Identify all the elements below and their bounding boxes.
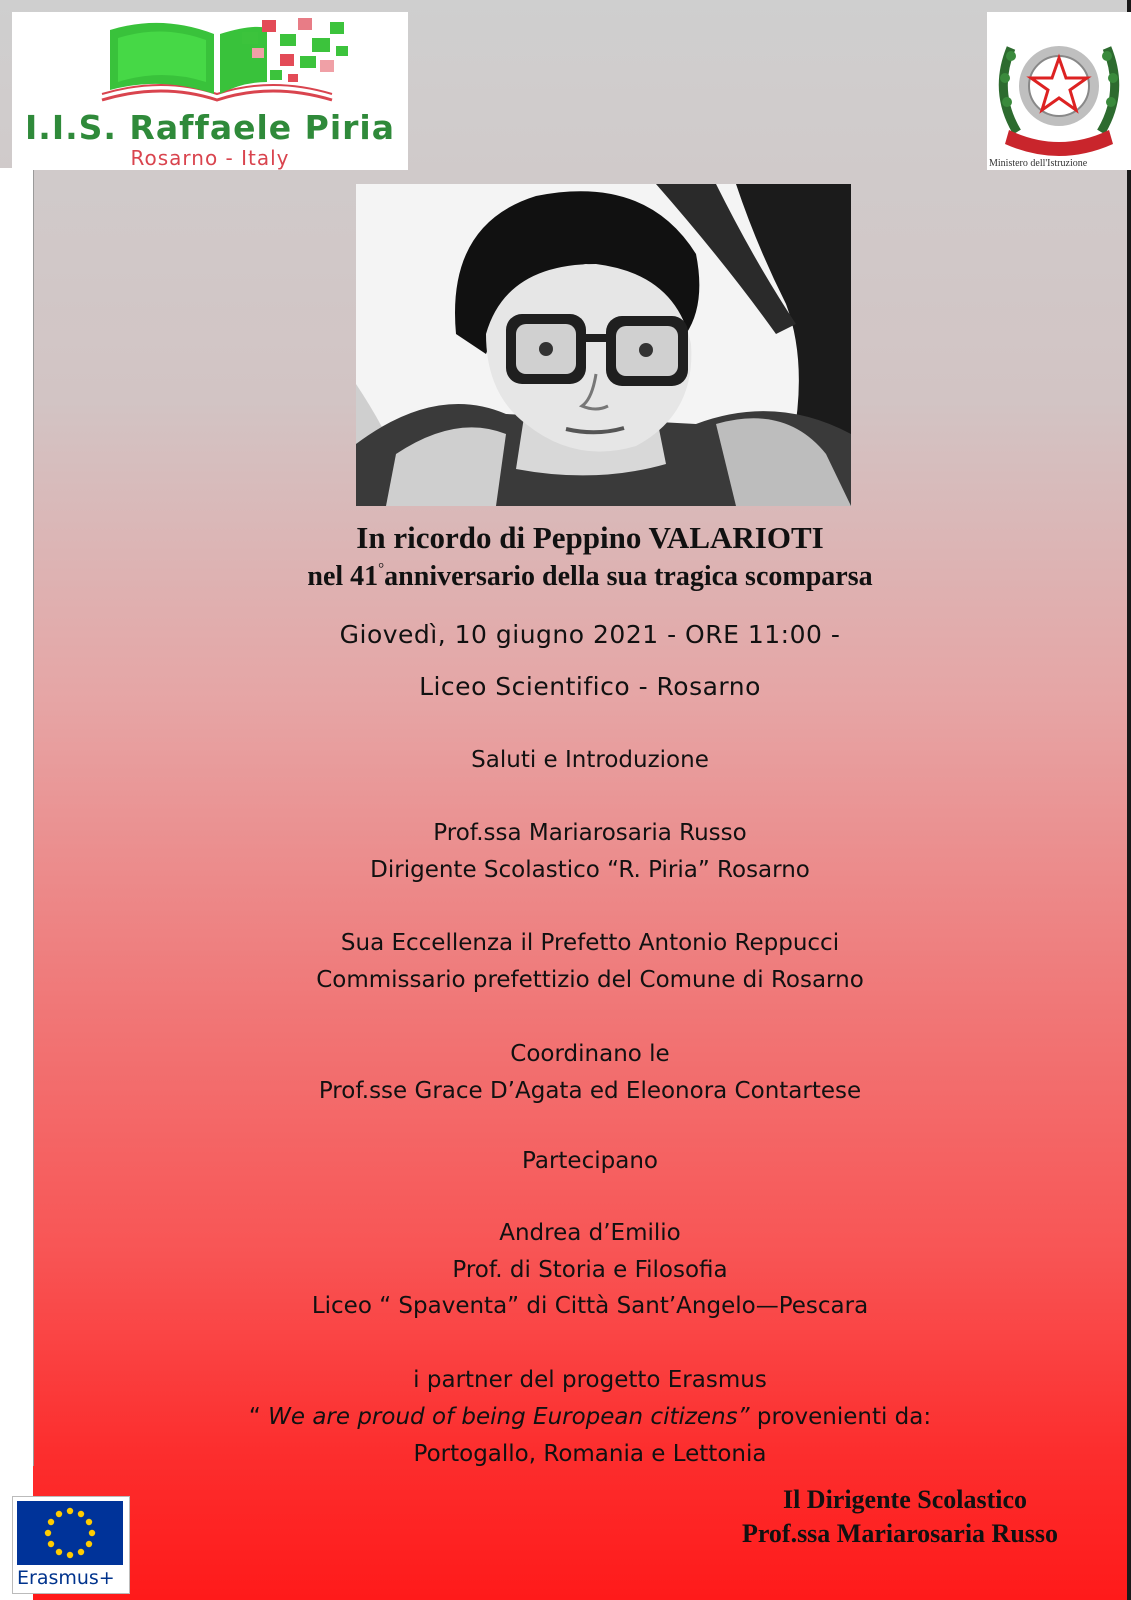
portrait-photo xyxy=(356,184,851,506)
eu-flag-icon xyxy=(17,1501,123,1565)
guest-school: Liceo “ Spaventa” di Città Sant’Angelo—Pescara xyxy=(311,1293,869,1319)
school-logo xyxy=(12,12,408,170)
coordinators-names: Prof.sse Grace D’Agata ed Eleonora Contartese xyxy=(318,1078,862,1104)
project-open-quote: “ xyxy=(248,1404,269,1430)
guest-role: Prof. di Storia e Filosofia xyxy=(452,1257,728,1283)
erasmus-label: Erasmus+ xyxy=(17,1567,115,1589)
participants-label: Partecipano xyxy=(522,1148,658,1174)
eu-stars-icon xyxy=(17,1501,123,1565)
event-title: In ricordo di Peppino VALARIOTI xyxy=(356,520,824,555)
school-name: I.I.S. Raffaele Piria xyxy=(25,108,395,147)
coordinators-label: Coordinano le xyxy=(510,1041,670,1067)
speaker2-role: Commissario prefettizio del Comune di Rosarno xyxy=(316,967,864,993)
signature-role: Il Dirigente Scolastico xyxy=(782,1485,1028,1514)
project-name: We are proud of being European citizens” xyxy=(268,1404,750,1430)
project-line xyxy=(30,1404,1131,1430)
speaker1-name: Prof.ssa Mariarosaria Russo xyxy=(433,820,747,846)
partners-intro: i partner del progetto Erasmus xyxy=(413,1367,767,1393)
event-subtitle-suffix: anniversario della sua tragica scomparsa xyxy=(384,561,873,592)
event-subtitle-prefix: nel 41 xyxy=(307,561,379,592)
right-edge-border xyxy=(1127,0,1131,1600)
signature-name: Prof.ssa Mariarosaria Russo xyxy=(741,1519,1059,1548)
program-saluti: Saluti e Introduzione xyxy=(471,747,709,773)
project-suffix: provenienti da: xyxy=(749,1404,932,1430)
emblem-star-icon xyxy=(987,12,1131,162)
left-margin-strip xyxy=(0,168,34,1466)
event-date: Giovedì, 10 giugno 2021 - ORE 11:00 - xyxy=(339,620,841,649)
guest-name: Andrea d’Emilio xyxy=(499,1220,681,1246)
partner-countries: Portogallo, Romania e Lettonia xyxy=(413,1441,767,1467)
erasmus-logo xyxy=(12,1496,130,1594)
event-subtitle xyxy=(30,561,1131,593)
book-pixels-icon xyxy=(92,12,352,107)
republic-emblem xyxy=(987,12,1131,170)
portrait-photo-icon xyxy=(356,184,851,506)
event-subtitle-degree: ° xyxy=(378,561,385,577)
speaker2-name: Sua Eccellenza il Prefetto Antonio Reppucci xyxy=(340,930,840,956)
speaker1-role: Dirigente Scolastico “R. Piria” Rosarno xyxy=(370,857,810,883)
school-location: Rosarno - Italy xyxy=(130,146,290,170)
emblem-caption: Ministero dell'Istruzione xyxy=(989,158,1088,169)
event-place: Liceo Scientifico - Rosarno xyxy=(419,672,761,701)
